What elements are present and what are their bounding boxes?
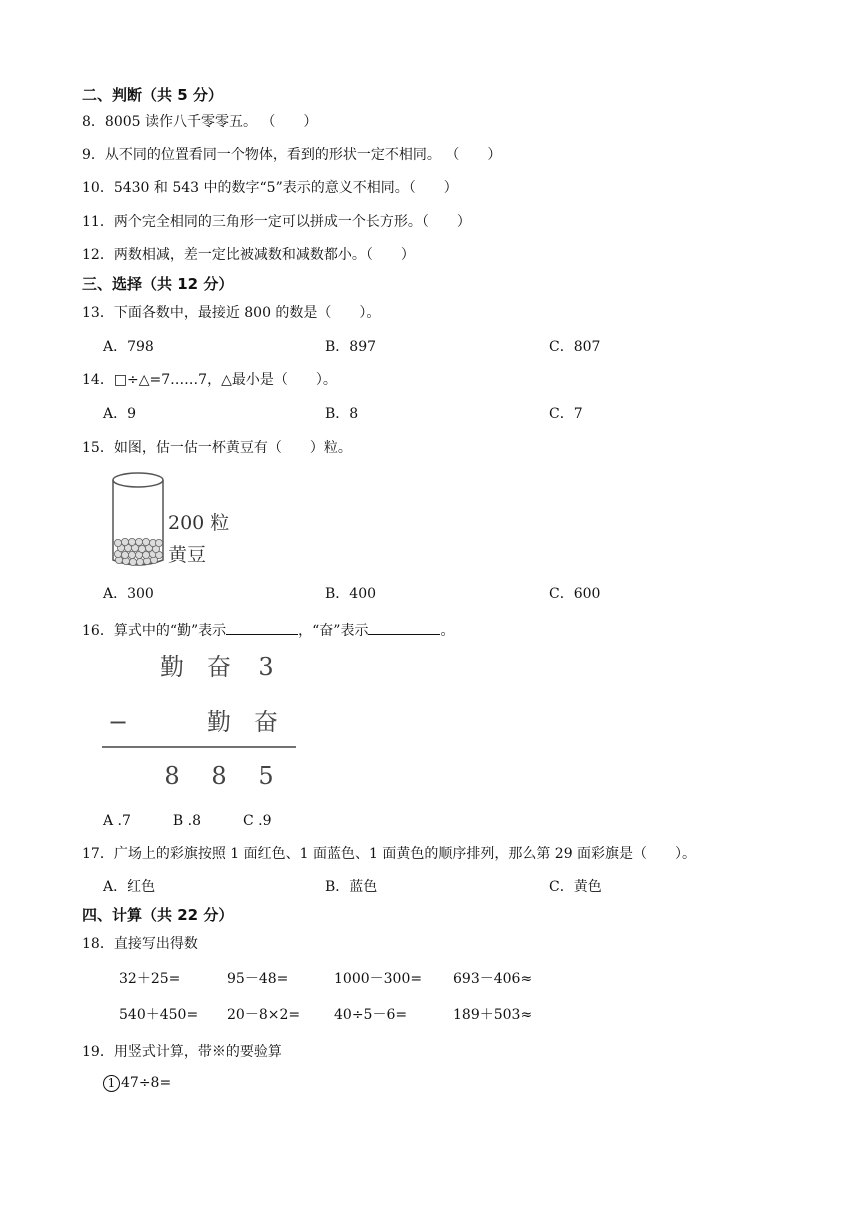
vertical-subtraction-figure	[100, 648, 300, 798]
soybean-cup-figure	[106, 468, 236, 574]
digit-fen-mid: 奋	[254, 708, 278, 736]
q14-option-c: C．7	[549, 406, 583, 422]
q14-option-b: B．8	[325, 406, 359, 422]
section-title-judgement: 二、判断（共 5 分）	[82, 86, 223, 104]
section-title-choice: 三、选择（共 12 分）	[82, 275, 234, 293]
q17-option-a: A．红色	[103, 879, 156, 895]
calc-item: 189＋503≈	[453, 1007, 533, 1023]
question-16	[82, 620, 454, 640]
digit-qin-top: 勤	[160, 653, 184, 681]
q16-stem-part1: 16．算式中的“勤”表示	[82, 623, 227, 639]
figure-count-label: 200 粒	[168, 512, 230, 534]
question-14: 14．□÷△=7……7，△最小是（ ）。	[82, 372, 337, 388]
calc-item: 693－406≈	[453, 971, 533, 987]
question-17: 17．广场上的彩旗按照 1 面红色、1 面蓝色、1 面黄色的顺序排列，那么第 29 面彩旗是（ ）。	[82, 846, 697, 862]
q16-stem-part2: ，“奋”表示	[298, 623, 369, 639]
calc-item: 540＋450=	[119, 1007, 199, 1023]
q19-item-1-expr: 47÷8=	[121, 1075, 172, 1091]
digit-fen-top: 奋	[207, 653, 231, 681]
section-title-calc: 四、计算（共 22 分）	[82, 906, 234, 924]
question-19: 19．用竖式计算，带※的要验算	[82, 1044, 282, 1060]
q17-option-c: C．黄色	[549, 879, 602, 895]
question-11: 11．两个完全相同的三角形一定可以拼成一个长方形。（ ）	[82, 214, 471, 230]
q15-option-b: B．400	[325, 586, 377, 602]
q13-option-b: B．897	[325, 339, 377, 355]
digit-5: 5	[258, 762, 274, 790]
question-13: 13．下面各数中，最接近 800 的数是（ ）。	[82, 305, 381, 321]
calc-item: 95－48=	[227, 971, 289, 987]
q16-stem-part3: 。	[440, 623, 455, 639]
q13-option-c: C．807	[549, 339, 601, 355]
calc-item: 32＋25=	[119, 971, 181, 987]
figure-name-label: 黄豆	[168, 544, 207, 566]
question-8: 8．8005 读作八千零零五。 （ ）	[82, 114, 318, 130]
digit-8-a: 8	[164, 762, 180, 790]
digit-qin-mid: 勤	[207, 708, 231, 736]
q13-option-a: A．798	[103, 339, 154, 355]
calc-item: 40÷5－6=	[334, 1007, 408, 1023]
q15-option-a: A．300	[103, 586, 154, 602]
q14-option-a: A．9	[103, 406, 137, 422]
q16-blank-fen[interactable]	[368, 620, 440, 635]
question-9: 9．从不同的位置看同一个物体，看到的形状一定不相同。 （ ）	[82, 147, 502, 163]
calc-item: 20－8×2=	[227, 1007, 301, 1023]
question-18: 18．直接写出得数	[82, 936, 198, 952]
minus-sign: −	[107, 708, 129, 736]
q19-item-1	[103, 1074, 171, 1092]
q16-options: A .7 B .8 C .9	[103, 813, 272, 829]
digit-3-top: 3	[258, 653, 274, 681]
circled-number: 1	[103, 1075, 120, 1092]
q15-option-c: C．600	[549, 586, 601, 602]
question-10: 10．5430 和 543 中的数字“5”表示的意义不相同。（ ）	[82, 180, 458, 196]
calc-item: 1000－300=	[334, 971, 423, 987]
question-15: 15．如图，估一估一杯黄豆有（ ）粒。	[82, 440, 352, 456]
digit-8-b: 8	[211, 762, 227, 790]
question-12: 12．两数相减，差一定比被减数和减数都小。（ ）	[82, 247, 415, 263]
q17-option-b: B．蓝色	[325, 879, 378, 895]
q16-blank-qin[interactable]	[226, 620, 298, 635]
